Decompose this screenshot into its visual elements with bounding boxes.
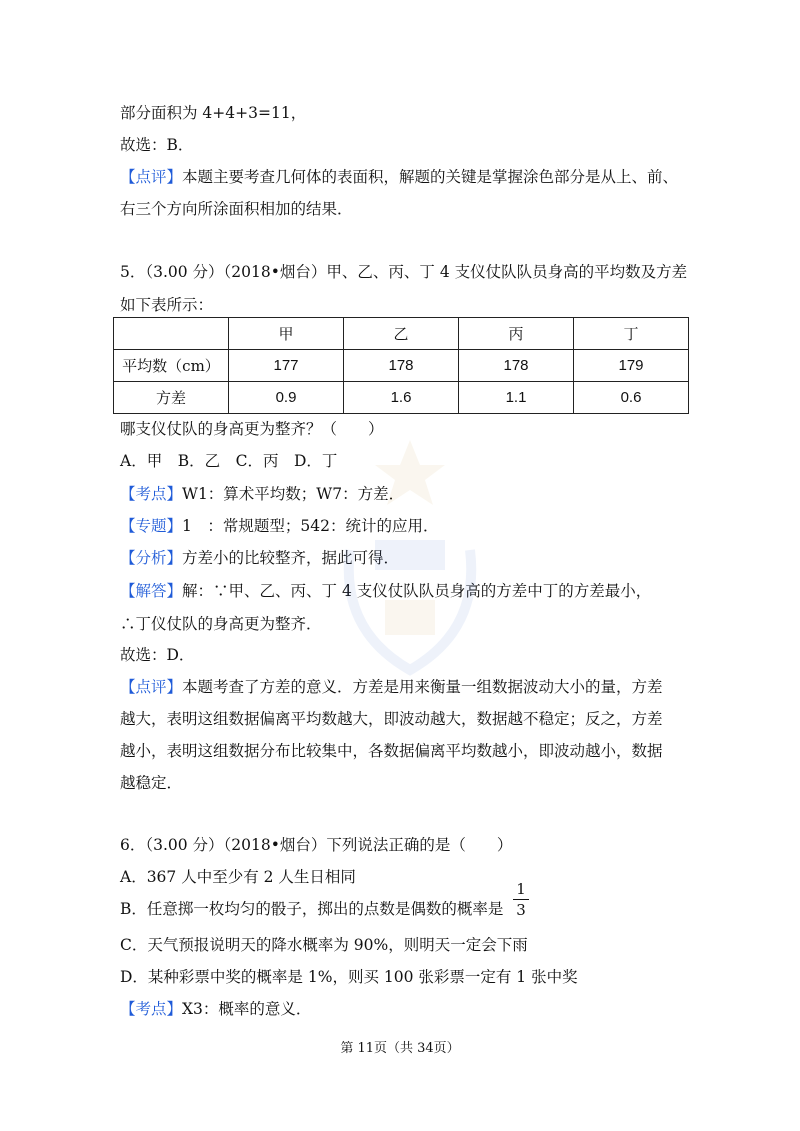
comment-5-line-4: 越稳定． — [120, 774, 183, 792]
solution-conclusion: ∴丁仪仗队的身高更为整齐． — [120, 615, 322, 633]
knowledge-point-6-line — [120, 999, 311, 1019]
watermark-logo-icon — [330, 430, 490, 690]
question-5-stem: 5．（3.00 分）（2018•烟台）甲、乙、丙、丁 4 支仪仗队队员身高的平均数及方差 — [120, 263, 688, 281]
fraction-denominator: 3 — [516, 901, 526, 919]
table-cell: 1.1 — [459, 382, 574, 414]
table-cell: 丁 — [574, 318, 689, 350]
line-answer-b: 故选：B． — [120, 136, 194, 154]
line-area-sum: 部分面积为 4+4+3=11， — [120, 104, 307, 122]
analysis-tag: 【分析】 — [120, 549, 183, 567]
topic-tag: 【专题】 — [120, 517, 183, 535]
question-5-stem-cont: 如下表所示： — [120, 296, 214, 314]
table-row — [114, 350, 689, 382]
question-6-option-c: C．天气预报说明天的降水概率为 90%，则明天一定会下雨 — [120, 936, 528, 954]
knowledge-text: W1：算术平均数；W7：方差． — [182, 485, 405, 503]
table-cell: 方差 — [114, 382, 229, 414]
table-cell — [114, 318, 229, 350]
comment-line-2: 右三个方向所涂面积相加的结果． — [120, 200, 353, 218]
table-cell: 178 — [344, 350, 459, 382]
table-cell: 178 — [459, 350, 574, 382]
table-header-row — [114, 318, 689, 350]
table-cell: 179 — [574, 350, 689, 382]
topic-text: 1 ：常规题型；542：统计的应用． — [182, 517, 439, 535]
question-5-prompt: 哪支仪仗队的身高更为整齐？（ ） — [120, 420, 384, 438]
knowledge-text: X3：概率的意义． — [182, 1000, 312, 1018]
question-6-option-a: A．367 人中至少有 2 人生日相同 — [120, 868, 356, 886]
page-footer: 第 11页（共 34页） — [340, 1041, 460, 1056]
comment-tag: 【点评】 — [120, 678, 183, 696]
fraction-numerator: 1 — [516, 880, 526, 898]
table-cell: 乙 — [344, 318, 459, 350]
question-6-option-b: B．任意掷一枚均匀的骰子，掷出的点数是偶数的概率是 — [120, 900, 504, 918]
solution-tag: 【解答】 — [120, 582, 183, 600]
table-cell: 0.6 — [574, 382, 689, 414]
comment-text: 本题考查了方差的意义．方差是用来衡量一组数据波动大小的量，方差 — [182, 678, 663, 696]
comment-tag: 【点评】 — [120, 168, 183, 186]
comment-text: 本题主要考查几何体的表面积，解题的关键是掌握涂色部分是从上、前、 — [182, 168, 679, 186]
table-cell: 丙 — [459, 318, 574, 350]
fraction-one-third — [513, 880, 529, 919]
comment-line-1 — [120, 167, 678, 187]
knowledge-tag: 【考点】 — [120, 485, 183, 503]
question-6-option-d: D．某种彩票中奖的概率是 1%，则买 100 张彩票一定有 1 张中奖 — [120, 968, 578, 986]
height-stats-table — [113, 317, 689, 414]
table-cell: 平均数（cm） — [114, 350, 229, 382]
question-5-options: A．甲 B．乙 C．丙 D．丁 — [120, 452, 338, 470]
table-cell: 1.6 — [344, 382, 459, 414]
question-6-stem: 6．（3.00 分）（2018•烟台）下列说法正确的是（ ） — [120, 836, 513, 854]
comment-5-line-3: 越小，表明这组数据分布比较集中，各数据偏离平均数越小，即波动越小，数据 — [120, 742, 663, 760]
table-row — [114, 382, 689, 414]
table-cell: 177 — [229, 350, 344, 382]
table-cell: 0.9 — [229, 382, 344, 414]
analysis-text: 方差小的比较整齐，据此可得． — [182, 549, 400, 567]
solution-text: 解：∵甲、乙、丙、丁 4 支仪仗队队员身高的方差中丁的方差最小， — [182, 582, 652, 600]
comment-5-line-2: 越大，表明这组数据偏离平均数越大，即波动越大，数据越不稳定；反之，方差 — [120, 710, 663, 728]
answer-d: 故选：D． — [120, 646, 195, 664]
table-cell: 甲 — [229, 318, 344, 350]
knowledge-tag: 【考点】 — [120, 1000, 183, 1018]
